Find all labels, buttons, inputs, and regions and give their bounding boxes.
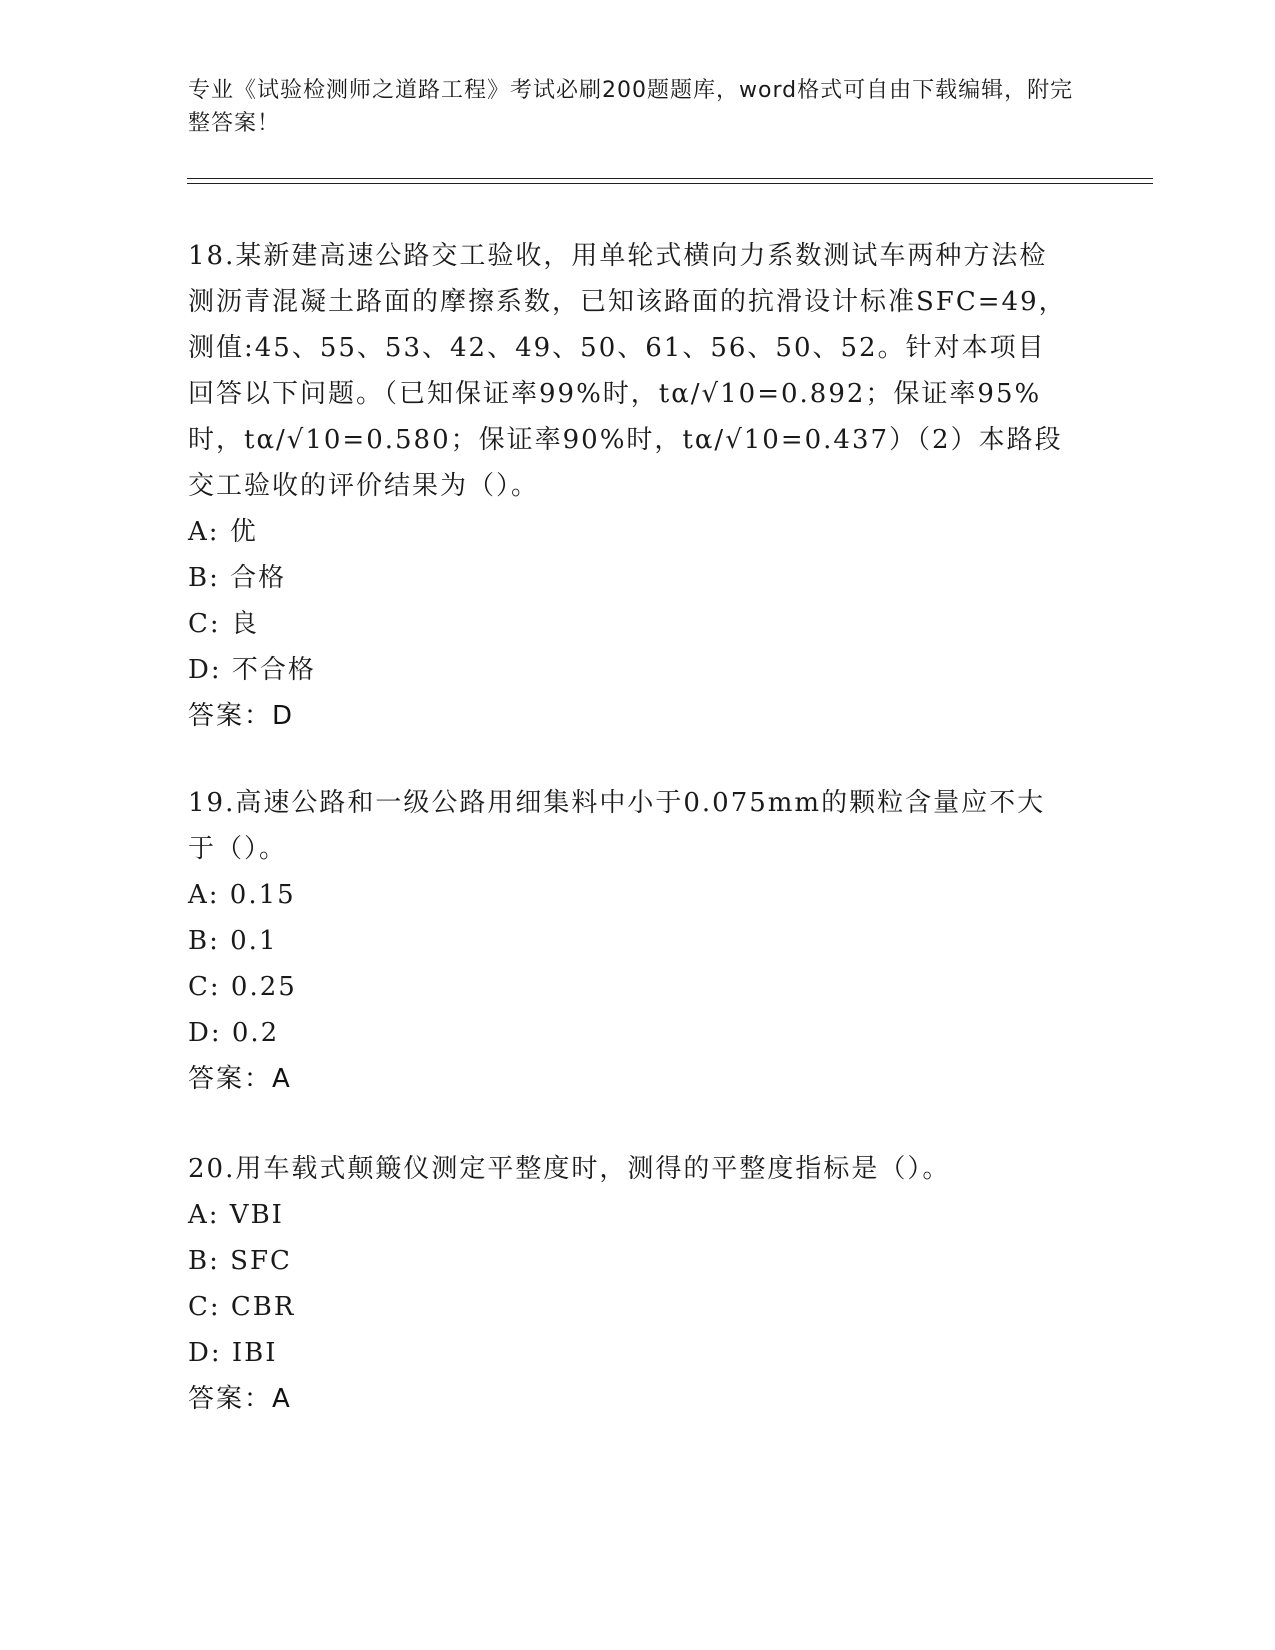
- option-c: C: CBR: [188, 1292, 296, 1322]
- document-header: 专业《试验检测师之道路工程》考试必刷200题题库，word格式可自由下载编辑，附完整答案！: [188, 78, 1074, 136]
- answer-line: 答案：A: [188, 1384, 292, 1414]
- option-a: A: VBI: [188, 1200, 284, 1230]
- option-a: A: 优: [188, 517, 258, 547]
- header-rule-top: [187, 178, 1153, 179]
- option-b: B: 合格: [188, 563, 287, 593]
- answer-line: 答案：D: [188, 701, 295, 731]
- question-stem: 20.用车载式颠簸仪测定平整度时，测得的平整度指标是（）。: [188, 1154, 951, 1184]
- question-18: [188, 233, 1068, 739]
- option-a: A: 0.15: [188, 880, 296, 910]
- header-rule-bottom: [187, 183, 1153, 184]
- question-19: [188, 780, 1068, 1102]
- option-d: D: 不合格: [188, 655, 316, 685]
- option-d: D: IBI: [188, 1338, 278, 1368]
- question-20: [188, 1146, 1068, 1422]
- option-d: D: 0.2: [188, 1018, 280, 1048]
- option-c: C: 0.25: [188, 972, 297, 1002]
- option-b: B: SFC: [188, 1246, 292, 1276]
- option-b: B: 0.1: [188, 926, 278, 956]
- question-stem: 18.某新建高速公路交工验收，用单轮式横向力系数测试车两种方法检测沥青混凝土路面的摩擦系数，已知该路面的抗滑设计标准SFC=49，测值:45、55、53、42、49、50、61、56、50、52。针对本项目回答以下问题。（已知保证率99%时，tα/√10=0.892；保证率95%时，tα/√10=0.580；保证率90%时，tα/√10=0.437）（2）本路段交工验收的评价结果为（）。: [188, 241, 1067, 501]
- option-c: C: 良: [188, 609, 259, 639]
- answer-line: 答案：A: [188, 1064, 292, 1094]
- question-stem: 19.高速公路和一级公路用细集料中小于0.075mm的颗粒含量应不大于（）。: [188, 788, 1046, 864]
